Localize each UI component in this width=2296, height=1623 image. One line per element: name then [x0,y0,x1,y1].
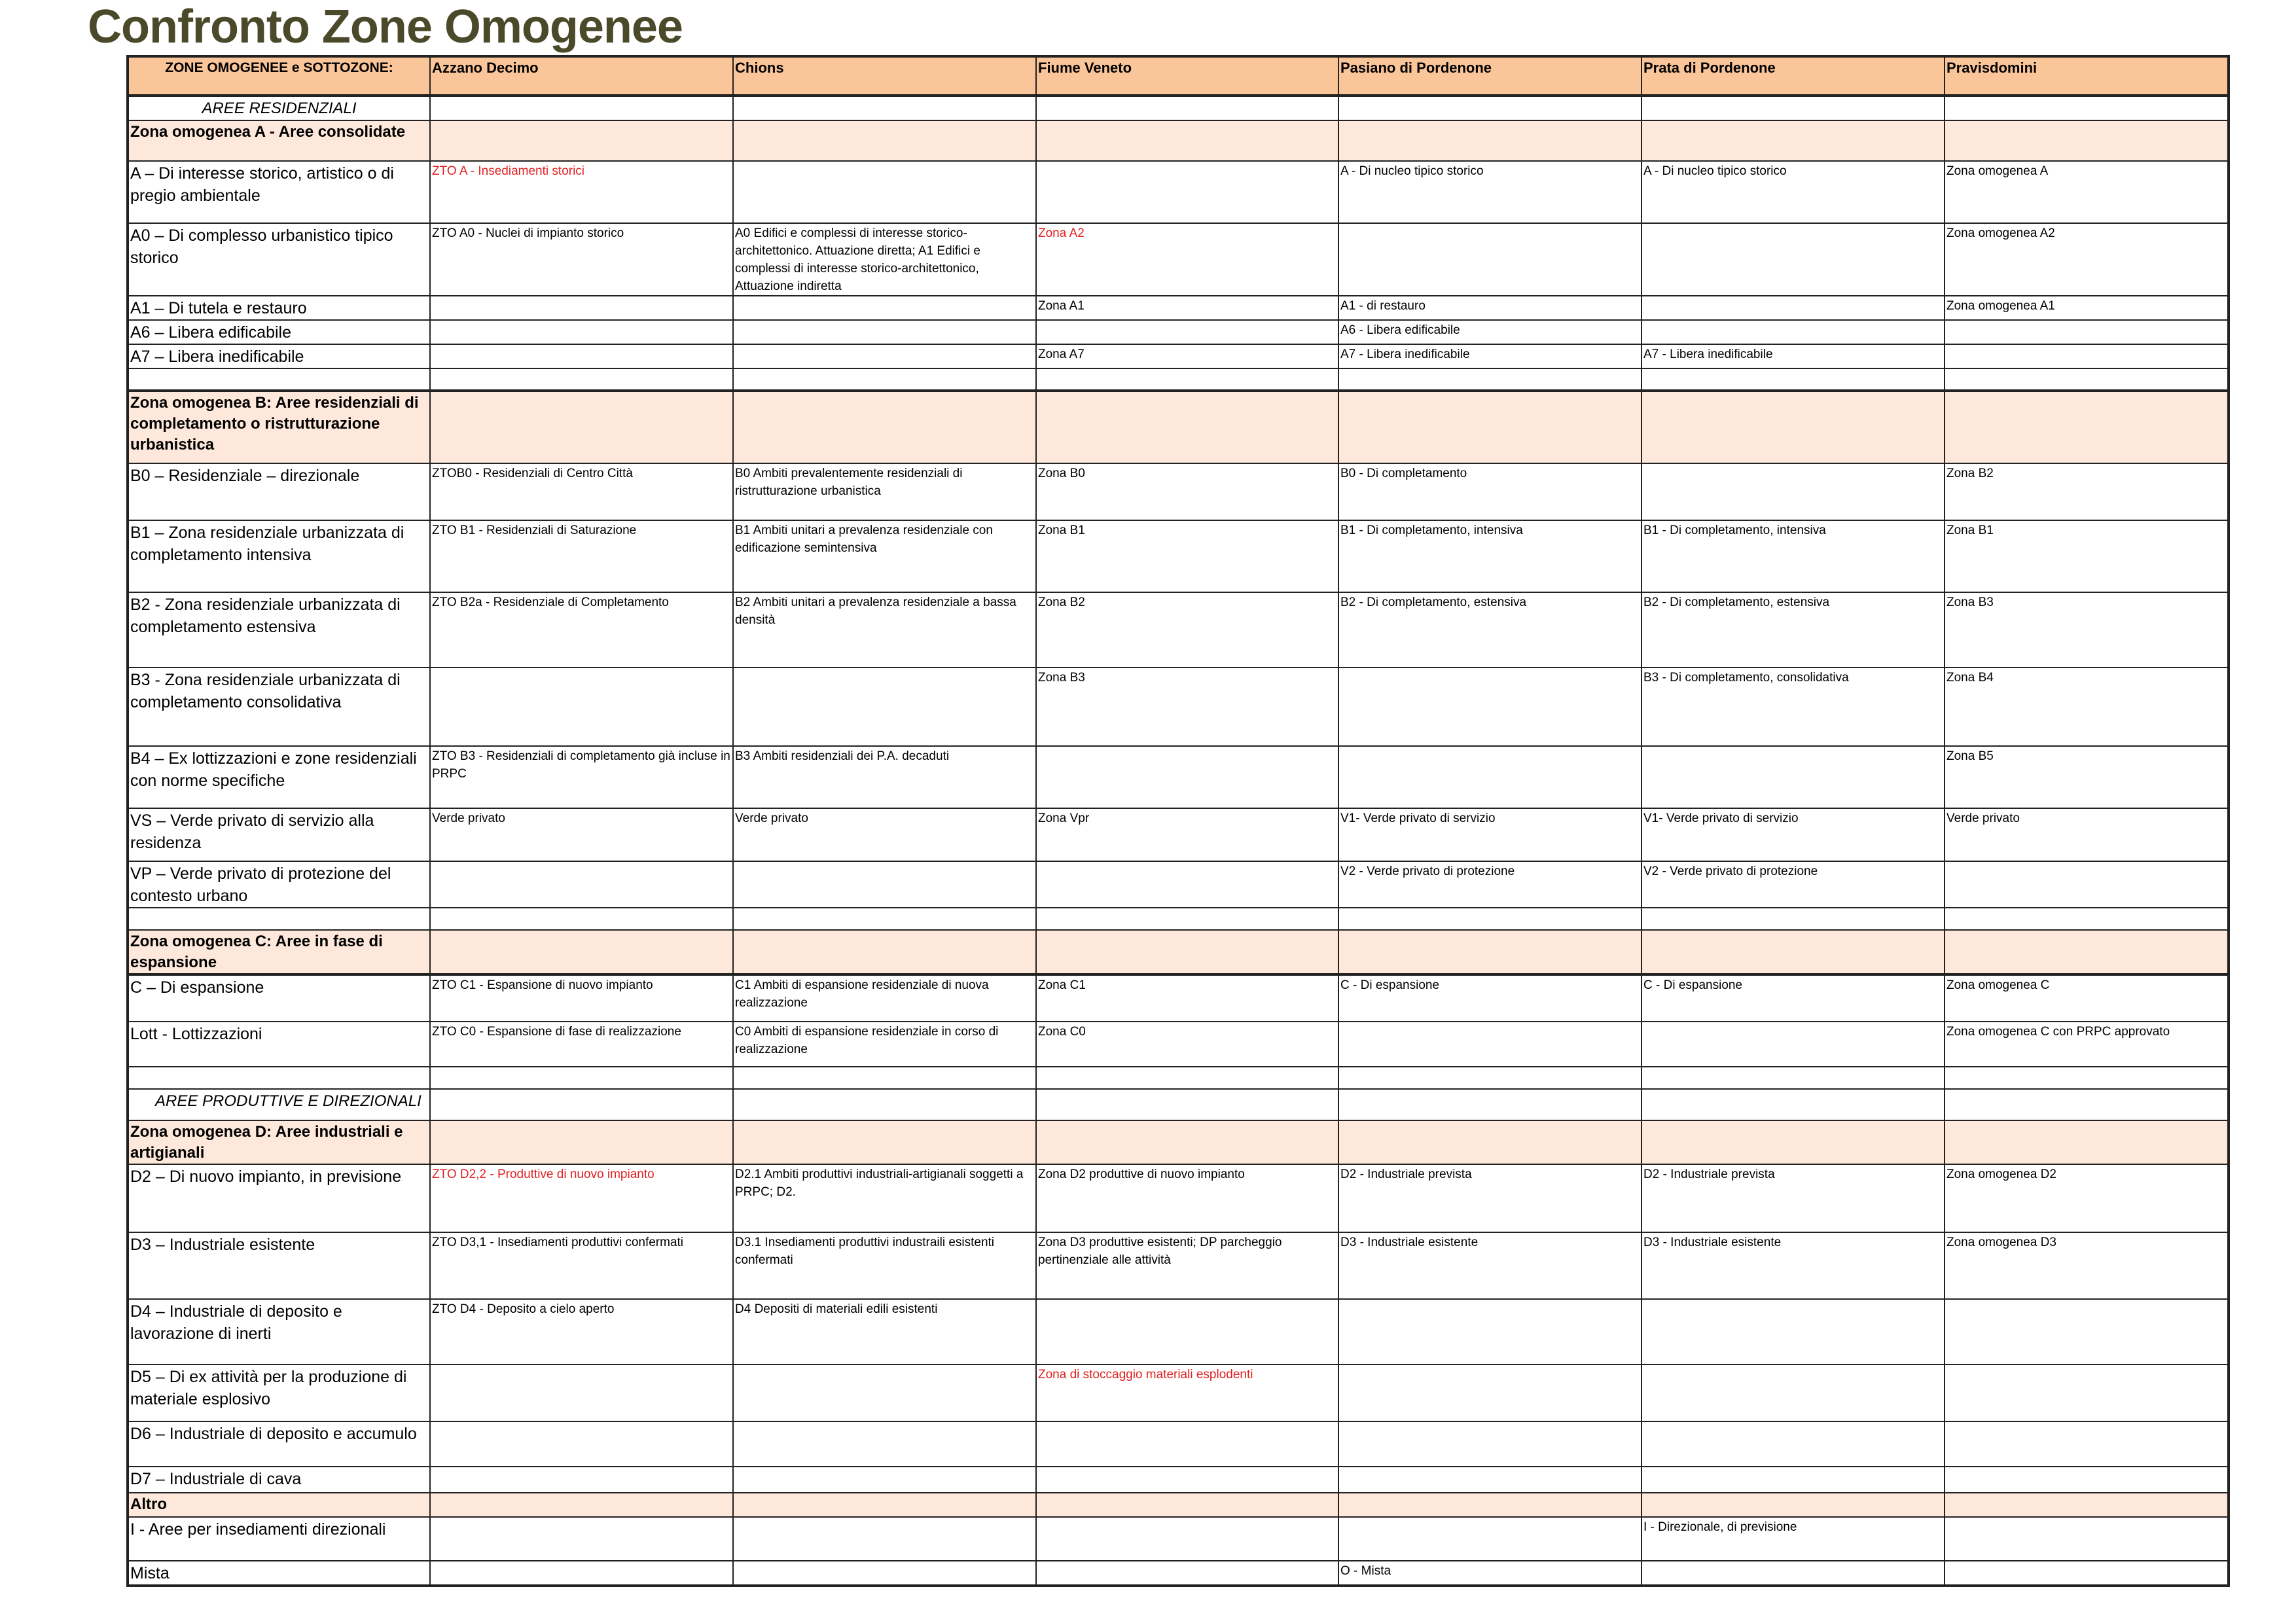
table-cell [733,296,1036,320]
table-cell [1036,930,1338,974]
table-cell: B1 - Di completamento, intensiva [1338,520,1641,592]
table-row [128,96,2229,120]
table-cell: Zona C0 [1036,1022,1338,1067]
table-cell [1338,391,1641,463]
table-cell: C - Di espansione [1641,974,1945,1022]
table-cell: Zona B2 [1036,592,1338,668]
table-cell [1036,1561,1338,1586]
table-cell [1036,1089,1338,1120]
table-cell: D2.1 Ambiti produttivi industriali-artigianali soggetti a PRPC; D2. [733,1164,1036,1232]
table-cell: C1 Ambiti di espansione residenziale di nuova realizzazione [733,974,1036,1022]
table-cell [733,1364,1036,1421]
table-row [128,344,2229,368]
table-cell [733,1561,1036,1586]
table-cell [1945,1561,2229,1586]
table-cell [1945,368,2229,391]
zone-label-cell: A – Di interesse storico, artistico o di pregio ambientale [128,161,430,223]
table-cell: C - Di espansione [1338,974,1641,1022]
table-row [128,1517,2229,1561]
table-cell [1945,861,2229,908]
table-cell [1641,96,1945,120]
table-cell: D2 - Industriale prevista [1338,1164,1641,1232]
zone-label-cell [128,368,430,391]
table-cell [430,368,733,391]
zone-label-cell: Zona omogenea B: Aree residenziali di completamento o ristrutturazione urbanistica [128,391,430,463]
table-cell: Zona Vpr [1036,808,1338,861]
zone-label-cell: B1 – Zona residenziale urbanizzata di completamento intensiva [128,520,430,592]
table-cell [1641,908,1945,930]
table-cell: ZTO C1 - Espansione di nuovo impianto [430,974,733,1022]
table-cell [1641,1364,1945,1421]
zone-label-cell: Lott - Lottizzazioni [128,1022,430,1067]
table-cell [1036,161,1338,223]
table-cell [1338,1493,1641,1517]
table-cell [430,344,733,368]
table-cell [733,1467,1036,1493]
table-cell [1641,1022,1945,1067]
table-cell [1036,368,1338,391]
table-cell: Zona omogenea A1 [1945,296,2229,320]
table-row [128,368,2229,391]
table-cell: ZTO B2a - Residenziale di Completamento [430,592,733,668]
table-cell [1945,908,2229,930]
table-cell: Verde privato [1945,808,2229,861]
table-row [128,1561,2229,1586]
table-cell: C0 Ambiti di espansione residenziale in corso di realizzazione [733,1022,1036,1067]
table-cell [1036,96,1338,120]
table-cell [733,344,1036,368]
table-cell [1338,1120,1641,1164]
table-cell [1338,908,1641,930]
table-cell [1641,391,1945,463]
table-row [128,463,2229,520]
table-row [128,320,2229,344]
table-cell: V1- Verde privato di servizio [1641,808,1945,861]
table-cell: V2 - Verde privato di protezione [1641,861,1945,908]
zone-label-cell: A6 – Libera edificabile [128,320,430,344]
table-cell [733,668,1036,746]
table-cell [1036,1517,1338,1561]
zone-label-cell: Zona omogenea D: Aree industriali e artigianali [128,1120,430,1164]
table-cell: V1- Verde privato di servizio [1338,808,1641,861]
column-header: Pasiano di Pordenone [1338,56,1641,96]
table-cell [1338,368,1641,391]
table-cell [1338,668,1641,746]
table-row [128,1164,2229,1232]
table-cell [733,908,1036,930]
table-cell [733,1493,1036,1517]
table-cell: Zona B1 [1036,520,1338,592]
column-header: ZONE OMOGENEE e SOTTOZONE: [128,56,430,96]
table-cell [1036,120,1338,161]
table-cell [430,668,733,746]
zone-comparison-table [126,55,2227,1623]
table-cell: ZTO A - Insediamenti storici [430,161,733,223]
table-row [128,223,2229,296]
table-cell [1036,908,1338,930]
table-cell [1036,1299,1338,1364]
header-row [128,56,2229,96]
table-cell [733,1517,1036,1561]
table-cell [1641,1421,1945,1467]
table-cell [1338,96,1641,120]
table-row [128,861,2229,908]
table-cell: D2 - Industriale prevista [1641,1164,1945,1232]
table-cell [1641,1467,1945,1493]
zone-label-cell: D5 – Di ex attività per la produzione di materiale esplosivo [128,1364,430,1421]
table-cell: Zona omogenea D2 [1945,1164,2229,1232]
table-cell [1641,463,1945,520]
table-cell: A - Di nucleo tipico storico [1641,161,1945,223]
zone-label-cell: AREE RESIDENZIALI [128,96,430,120]
table-cell [1338,1022,1641,1067]
table-row [128,930,2229,974]
table-cell: O - Mista [1338,1561,1641,1586]
table-row [128,296,2229,320]
table-cell [1036,1421,1338,1467]
table-cell [1945,1089,2229,1120]
table-cell: Zona B3 [1036,668,1338,746]
table-cell [733,1421,1036,1467]
table-cell: Zona B3 [1945,592,2229,668]
table-cell [1945,1120,2229,1164]
table-cell [1641,1493,1945,1517]
table-row [128,391,2229,463]
table-cell [430,861,733,908]
table-cell: Zona omogenea C [1945,974,2229,1022]
table-cell [430,120,733,161]
table-cell: Verde privato [430,808,733,861]
table-row [128,1089,2229,1120]
table-cell: ZTO B1 - Residenziali di Saturazione [430,520,733,592]
table-cell: B2 Ambiti unitari a prevalenza residenziale a bassa densità [733,592,1036,668]
table-row [128,668,2229,746]
table-cell [430,320,733,344]
table-cell: Zona C1 [1036,974,1338,1022]
table-cell [733,161,1036,223]
table-cell: I - Direzionale, di previsione [1641,1517,1945,1561]
table-cell [1036,1120,1338,1164]
table-cell [430,96,733,120]
table-cell [1036,746,1338,808]
table-cell: Zona A7 [1036,344,1338,368]
table-row [128,1467,2229,1493]
zone-label-cell: A7 – Libera inedificabile [128,344,430,368]
table-row [128,908,2229,930]
table-cell [430,930,733,974]
zone-label-cell: Mista [128,1561,430,1586]
table-cell [1945,1364,2229,1421]
table-cell [733,120,1036,161]
table-cell [430,908,733,930]
table-cell: D3.1 Insediamenti produttivi industraili esistenti confermati [733,1232,1036,1299]
table-cell [430,1364,733,1421]
table-cell [1945,120,2229,161]
table-cell [1641,320,1945,344]
zone-label-cell [128,908,430,930]
table-row [128,120,2229,161]
table-row [128,1120,2229,1164]
table-cell [733,861,1036,908]
table-cell [1338,930,1641,974]
zone-label-cell: AREE PRODUTTIVE E DIREZIONALI [128,1089,430,1120]
table-cell [1338,223,1641,296]
table-cell: B0 Ambiti prevalentemente residenziali di ristrutturazione urbanistica [733,463,1036,520]
table-cell: Zona B0 [1036,463,1338,520]
table-cell [1338,1517,1641,1561]
column-header: Pravisdomini [1945,56,2229,96]
table-cell [733,368,1036,391]
table-cell [1036,861,1338,908]
table-cell: A0 Edifici e complessi di interesse storico-architettonico. Attuazione diretta; A1 Edifici e complessi di interesse storico-architettonico, Attuazione indiretta [733,223,1036,296]
table-cell [430,1517,733,1561]
zone-label-cell: Zona omogenea A - Aree consolidate [128,120,430,161]
table-cell [430,1120,733,1164]
table-cell: Verde privato [733,808,1036,861]
table-cell: D3 - Industriale esistente [1338,1232,1641,1299]
table-row [128,746,2229,808]
table-cell: ZTO B3 - Residenziali di completamento già incluse in PRPC [430,746,733,808]
table-cell: ZTO D3,1 - Insediamenti produttivi confermati [430,1232,733,1299]
table-cell [1338,746,1641,808]
table-cell [1641,746,1945,808]
table-cell: B3 - Di completamento, consolidativa [1641,668,1945,746]
table-cell [1338,1421,1641,1467]
table-row [128,1364,2229,1421]
table-cell: D4 Depositi di materiali edili esistenti [733,1299,1036,1364]
table-row [128,1299,2229,1364]
table-cell [1338,1299,1641,1364]
table-cell: A6 - Libera edificabile [1338,320,1641,344]
zone-label-cell: C – Di espansione [128,974,430,1022]
table-cell [1945,391,2229,463]
table-cell [1036,320,1338,344]
page-title: Confronto Zone Omogenee [88,1,683,53]
table-cell [1338,1067,1641,1089]
table-cell: B3 Ambiti residenziali dei P.A. decaduti [733,746,1036,808]
table-cell: Zona B2 [1945,463,2229,520]
column-header: Prata di Pordenone [1641,56,1945,96]
table-cell: B2 - Di completamento, estensiva [1641,592,1945,668]
table-cell [1641,368,1945,391]
table-cell: Zona A1 [1036,296,1338,320]
table-cell [1641,1299,1945,1364]
table-cell [733,1089,1036,1120]
table-row [128,974,2229,1022]
table-cell: Zona omogenea A2 [1945,223,2229,296]
table-cell [733,96,1036,120]
table-cell: Zona omogenea C con PRPC approvato [1945,1022,2229,1067]
table-cell: Zona D3 produttive esistenti; DP parcheggio pertinenziale alle attività [1036,1232,1338,1299]
table-cell [1945,1067,2229,1089]
table-cell [733,1067,1036,1089]
table-cell [1945,344,2229,368]
table-cell: Zona B4 [1945,668,2229,746]
table-cell [430,1089,733,1120]
table-cell: Zona B1 [1945,520,2229,592]
zone-label-cell: VP – Verde privato di protezione del contesto urbano [128,861,430,908]
table-cell [1036,1493,1338,1517]
zone-label-cell: D6 – Industriale di deposito e accumulo [128,1421,430,1467]
zone-label-cell: Zona omogenea C: Aree in fase di espansione [128,930,430,974]
table-cell [1036,1467,1338,1493]
table-cell [1641,296,1945,320]
zone-label-cell: D4 – Industriale di deposito e lavorazione di inerti [128,1299,430,1364]
table-row [128,520,2229,592]
zone-label-cell: Altro [128,1493,430,1517]
table-cell [1338,1467,1641,1493]
table-row [128,808,2229,861]
table-row [128,1232,2229,1299]
table-cell [1036,1067,1338,1089]
table-cell: A7 - Libera inedificabile [1641,344,1945,368]
table-row [128,1493,2229,1517]
table-cell [1641,1067,1945,1089]
table-cell: B1 - Di completamento, intensiva [1641,520,1945,592]
table-cell [1641,223,1945,296]
zone-label-cell: A1 – Di tutela e restauro [128,296,430,320]
table-cell [733,391,1036,463]
table-cell [430,1421,733,1467]
table-cell [1945,1517,2229,1561]
table-cell [430,1467,733,1493]
zone-label-cell: D2 – Di nuovo impianto, in previsione [128,1164,430,1232]
zone-label-cell: D3 – Industriale esistente [128,1232,430,1299]
table-cell: Zona D2 produttive di nuovo impianto [1036,1164,1338,1232]
column-header: Azzano Decimo [430,56,733,96]
table-cell: ZTOB0 - Residenziali di Centro Città [430,463,733,520]
table-cell [1641,1120,1945,1164]
table-cell [1641,1089,1945,1120]
table-cell: Zona B5 [1945,746,2229,808]
table-cell [1641,120,1945,161]
table-cell: Zona A2 [1036,223,1338,296]
table-cell [733,930,1036,974]
table-row [128,592,2229,668]
table-cell: B0 - Di completamento [1338,463,1641,520]
table-cell [1945,96,2229,120]
zone-label-cell: B2 - Zona residenziale urbanizzata di completamento estensiva [128,592,430,668]
column-header: Fiume Veneto [1036,56,1338,96]
zone-label-cell: B0 – Residenziale – direzionale [128,463,430,520]
table-cell [430,391,733,463]
table-cell [733,320,1036,344]
table-cell [1338,1364,1641,1421]
table-cell [430,296,733,320]
table-row [128,1067,2229,1089]
table-cell: Zona omogenea D3 [1945,1232,2229,1299]
table-cell: ZTO C0 - Espansione di fase di realizzazione [430,1022,733,1067]
table-cell [430,1067,733,1089]
table-cell [430,1493,733,1517]
table-row [128,1421,2229,1467]
table-cell: ZTO D2,2 - Produttive di nuovo impianto [430,1164,733,1232]
zone-label-cell: VS – Verde privato di servizio alla residenza [128,808,430,861]
table-cell [1036,391,1338,463]
table-row [128,161,2229,223]
table-cell: A - Di nucleo tipico storico [1338,161,1641,223]
column-header: Chions [733,56,1036,96]
zone-label-cell [128,1067,430,1089]
table-cell: D3 - Industriale esistente [1641,1232,1945,1299]
table-cell [430,1561,733,1586]
table-cell: B1 Ambiti unitari a prevalenza residenziale con edificazione semintensiva [733,520,1036,592]
table-cell: A7 - Libera inedificabile [1338,344,1641,368]
table-cell [1945,1299,2229,1364]
table-cell [1945,1467,2229,1493]
table-cell [733,1120,1036,1164]
zone-label-cell: A0 – Di complesso urbanistico tipico storico [128,223,430,296]
zone-label-cell: B4 – Ex lottizzazioni e zone residenziali con norme specifiche [128,746,430,808]
table-cell: ZTO A0 - Nuclei di impianto storico [430,223,733,296]
table-row [128,1022,2229,1067]
table-cell [1338,1089,1641,1120]
table-cell: V2 - Verde privato di protezione [1338,861,1641,908]
table-cell [1945,1493,2229,1517]
table-cell: A1 - di restauro [1338,296,1641,320]
zone-label-cell: B3 - Zona residenziale urbanizzata di completamento consolidativa [128,668,430,746]
zone-label-cell: I - Aree per insediamenti direzionali [128,1517,430,1561]
table-cell [1641,1561,1945,1586]
table-cell [1945,930,2229,974]
table-cell [1641,930,1945,974]
table-cell [1945,320,2229,344]
table-cell: B2 - Di completamento, estensiva [1338,592,1641,668]
table-cell [1945,1421,2229,1467]
table-cell: Zona omogenea A [1945,161,2229,223]
zone-label-cell: D7 – Industriale di cava [128,1467,430,1493]
table-cell: Zona di stoccaggio materiali esplodenti [1036,1364,1338,1421]
table-cell: ZTO D4 - Deposito a cielo aperto [430,1299,733,1364]
table-cell [1338,120,1641,161]
